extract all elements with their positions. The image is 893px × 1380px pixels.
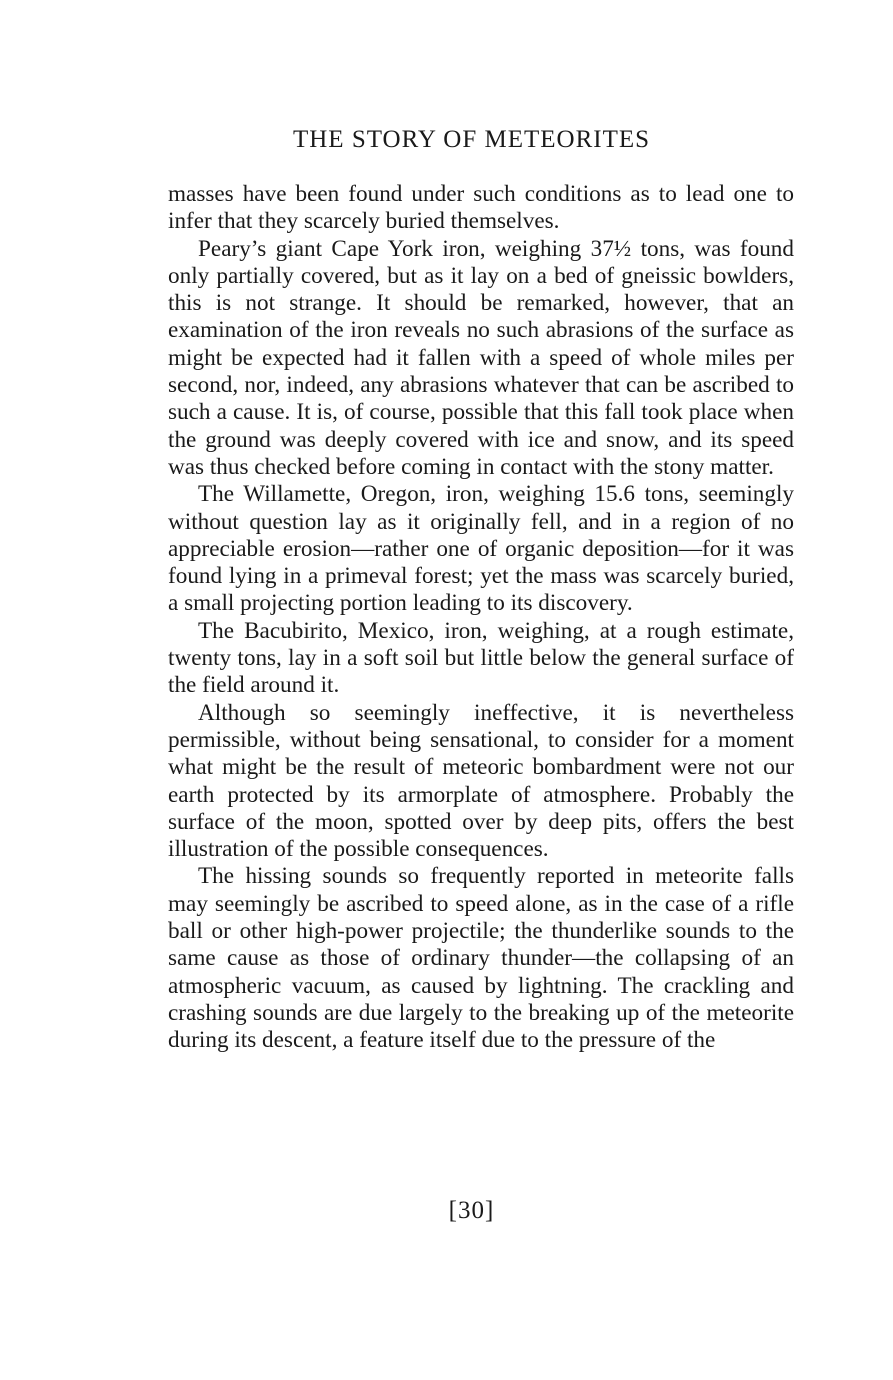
paragraph-sounds: The hissing sounds so frequently reported in meteorite falls may seemingly be ascribed to speed alone, as in the case of a rifle ball or other high-power projectile; the thunderlike sounds to the same cause as those of ordinary thunder—the collapsing of an atmospheric vacuum, as caused by lightning. The crackling and crashing sounds are due largely to the breaking up of the meteorite during its descent, a feature itself due to the pressure of the	[168, 863, 794, 1054]
running-title: THE STORY OF METEORITES	[292, 126, 651, 153]
page-number: [30]	[448, 1197, 495, 1224]
paragraph-bombardment: Although so seemingly ineffective, it is nevertheless permissible, without being sensational, to consider for a moment what might be the result of meteoric bombardment were not our earth protected by its armorplate of atmosphere. Probably the surface of the moon, spotted over by deep pits, offers the best illustration of the possible consequences.	[168, 699, 794, 863]
body-text	[168, 181, 794, 1055]
paragraph-continuation: masses have been found under such conditions as to lead one to infer that they scarcely buried themselves.	[168, 181, 794, 235]
paragraph-bacubirito: The Bacubirito, Mexico, iron, weighing, at a rough estimate, twenty tons, lay in a soft soil but little below the general surface of the field around it.	[168, 617, 794, 699]
paragraph-cape-york: Peary’s giant Cape York iron, weighing 37½ tons, was found only partially covered, but as it lay on a bed of gneissic bowlders, this is not strange. It should be remarked, however, that an examination of the iron reveals no such abrasions of the surface as might be expected had it fallen with a speed of whole miles per second, nor, indeed, any abrasions whatever that can be ascribed to such a cause. It is, of course, possible that this fall took place when the ground was deeply covered with ice and snow, and its speed was thus checked before coming in contact with the stony matter.	[168, 235, 794, 480]
paragraph-willamette: The Willamette, Oregon, iron, weighing 15.6 tons, seemingly without question lay as it originally fell, and in a region of no appreciable erosion—rather one of organic deposition—for it was found lying in a primeval forest; yet the mass was scarcely buried, a small projecting portion leading to its discovery.	[168, 481, 794, 617]
